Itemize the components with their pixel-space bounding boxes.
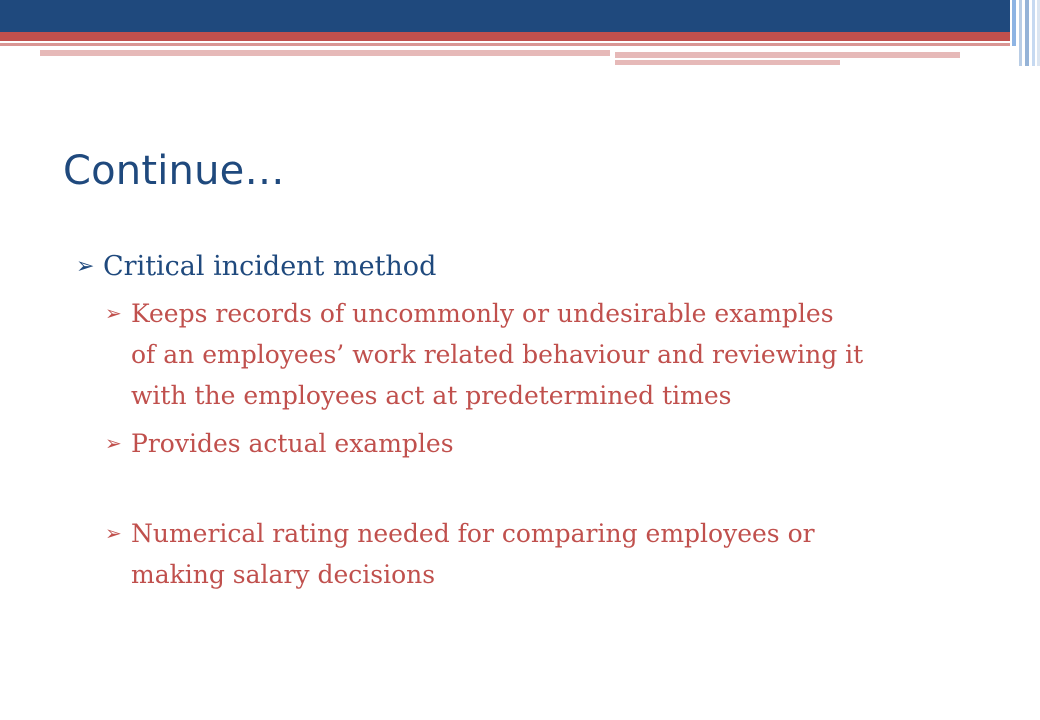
arrow-bullet-icon: ➢ — [105, 301, 122, 325]
sub-bullet-line: Provides actual examples — [131, 429, 454, 458]
sub-bullet-line: Numerical rating needed for comparing employees or — [131, 519, 815, 548]
sub-bullet-line: of an employees’ work related behaviour and reviewing it — [131, 340, 864, 369]
sub-bullet-line: Keeps records of uncommonly or undesirable examples — [131, 299, 834, 328]
main-bullet-text: Critical incident method — [103, 251, 437, 282]
sub-bullet-line: making salary decisions — [131, 560, 436, 589]
arrow-bullet-icon: ➢ — [105, 521, 122, 545]
arrow-bullet-icon: ➢ — [105, 431, 122, 455]
arrow-bullet-icon: ➢ — [76, 254, 95, 279]
slide-title: Continue… — [63, 148, 285, 194]
sub-bullet-line: with the employees act at predetermined times — [131, 381, 732, 410]
